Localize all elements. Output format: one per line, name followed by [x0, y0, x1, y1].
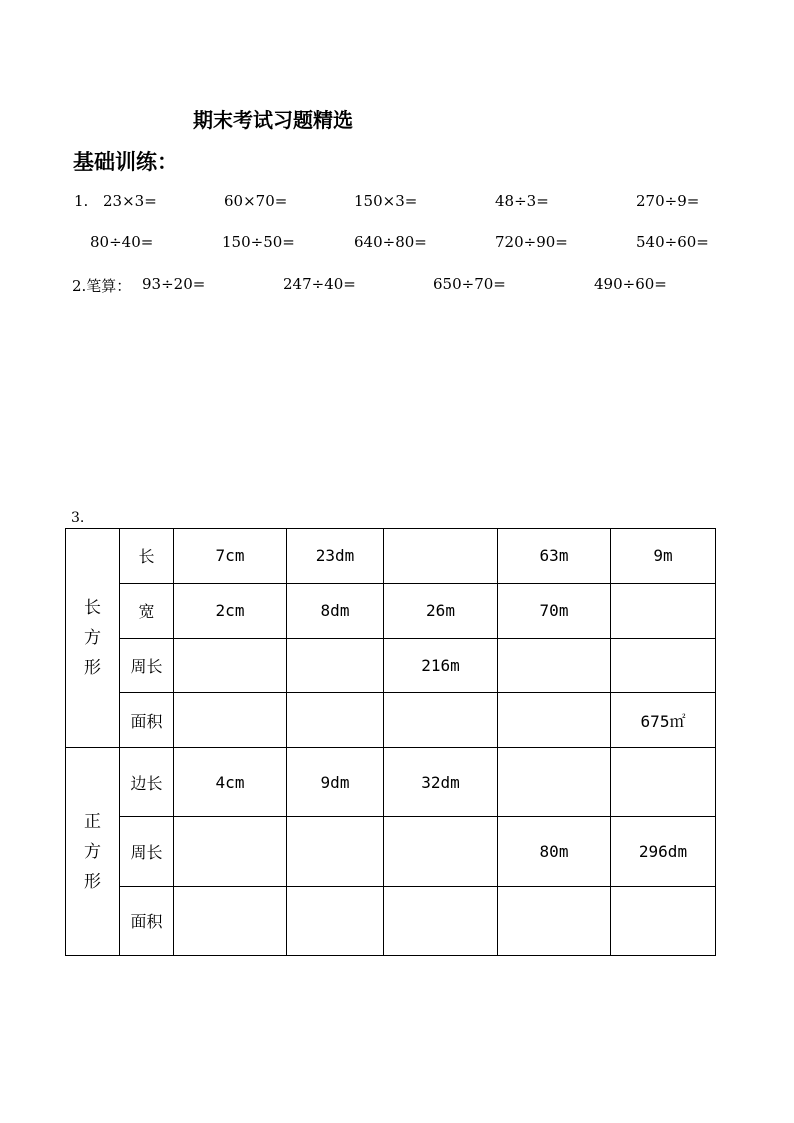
shapes-table [65, 528, 716, 956]
table-cell [611, 583, 716, 638]
square-group-label: 正 方 形 [66, 748, 120, 956]
table-cell: 26m [384, 583, 498, 638]
table-cell [384, 529, 498, 584]
exercise-item: 640÷80= [354, 233, 427, 251]
table-cell [287, 886, 384, 955]
row-label: 长 [120, 529, 174, 584]
table-cell [174, 638, 287, 693]
exercise-item: 23×3= [103, 192, 157, 210]
exercise-item: 720÷90= [495, 233, 568, 251]
table-cell [174, 886, 287, 955]
table-cell [174, 817, 287, 886]
table-cell: 7cm [174, 529, 287, 584]
table-cell [498, 693, 611, 748]
table-cell [287, 638, 384, 693]
exercise-item: 80÷40= [90, 233, 154, 251]
table-cell: 216m [384, 638, 498, 693]
table-cell [611, 748, 716, 817]
row-label: 宽 [120, 583, 174, 638]
exercise-item: 270÷9= [636, 192, 700, 210]
table-cell: 70m [498, 583, 611, 638]
row-label: 面积 [120, 886, 174, 955]
table-cell [611, 638, 716, 693]
question-3-number: 3. [71, 510, 85, 526]
table-cell: 2cm [174, 583, 287, 638]
table-cell [384, 817, 498, 886]
table-cell [611, 886, 716, 955]
table-row [66, 748, 716, 817]
table-row [66, 886, 716, 955]
table-cell: 9dm [287, 748, 384, 817]
table-cell: 32dm [384, 748, 498, 817]
row-label: 周长 [120, 817, 174, 886]
exercise-item: 490÷60= [594, 275, 667, 293]
exercise-item: 247÷40= [283, 275, 356, 293]
exercise-item: 150×3= [354, 192, 418, 210]
exercise-item: 48÷3= [495, 192, 549, 210]
exercise-item: 60×70= [224, 192, 288, 210]
table-cell: 8dm [287, 583, 384, 638]
table-row [66, 638, 716, 693]
table-cell [384, 886, 498, 955]
table-cell: 80m [498, 817, 611, 886]
table-row [66, 529, 716, 584]
table-row [66, 817, 716, 886]
question-2-label: 2.笔算： [72, 277, 132, 295]
rectangle-group-label: 长 方 形 [66, 529, 120, 748]
exercise-item: 150÷50= [222, 233, 295, 251]
table-cell [384, 693, 498, 748]
section-heading: 基础训练： [73, 150, 178, 174]
table-row [66, 583, 716, 638]
table-cell: 63m [498, 529, 611, 584]
table-row [66, 693, 716, 748]
page-title: 期末考试习题精选 [193, 108, 353, 132]
exercise-item: 93÷20= [142, 275, 206, 293]
table-cell [498, 638, 611, 693]
table-cell [287, 693, 384, 748]
table-cell: 4cm [174, 748, 287, 817]
table-cell: 23dm [287, 529, 384, 584]
table-cell: 9m [611, 529, 716, 584]
table-cell: 296dm [611, 817, 716, 886]
row-label: 边长 [120, 748, 174, 817]
exercise-item: 540÷60= [636, 233, 709, 251]
table-cell: 675㎡ [611, 693, 716, 748]
table-cell [287, 817, 384, 886]
table-cell [498, 886, 611, 955]
row-label: 面积 [120, 693, 174, 748]
table-cell [174, 693, 287, 748]
exercise-item: 650÷70= [433, 275, 506, 293]
table-cell [498, 748, 611, 817]
row-label: 周长 [120, 638, 174, 693]
question-1-number: 1. [74, 192, 89, 210]
